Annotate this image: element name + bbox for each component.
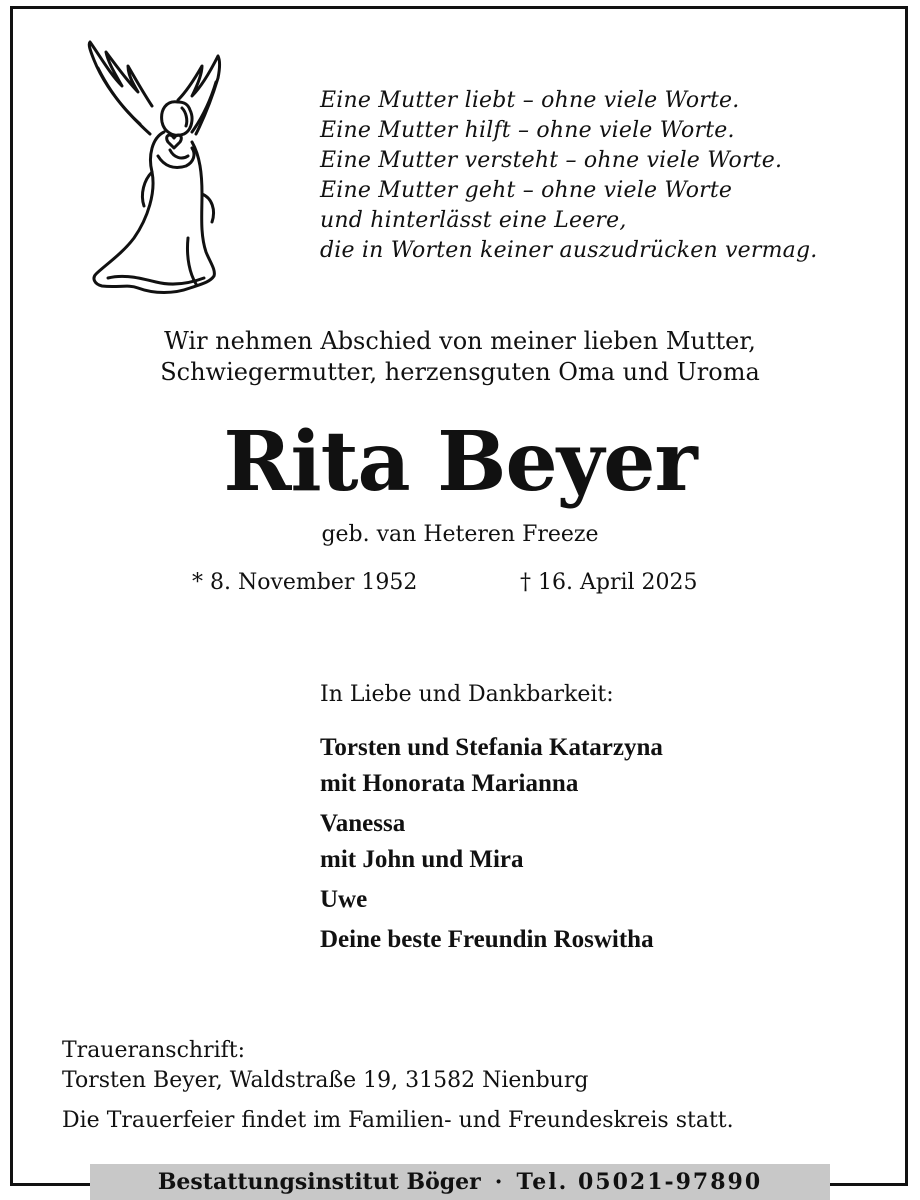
- mourners-list: [320, 730, 663, 962]
- address-line: Torsten Beyer, Waldstraße 19, 31582 Nienburg: [62, 1068, 589, 1093]
- funeral-home-name: Bestattungsinstitut Böger: [157, 1169, 481, 1195]
- poem-line: Eine Mutter hilft – ohne viele Worte.: [320, 118, 735, 143]
- poem-line: und hinterlässt eine Leere,: [320, 208, 627, 233]
- poem-line: die in Worten keiner auszudrücken vermag.: [320, 238, 818, 263]
- funeral-home-footer: [90, 1164, 830, 1200]
- mourner-line: Uwe: [320, 886, 368, 913]
- mourner-group: [320, 922, 663, 958]
- intro-line-1: Wir nehmen Abschied von meiner lieben Mutter,: [164, 327, 756, 355]
- deceased-name: Rita Beyer: [223, 414, 697, 510]
- thanks-line: In Liebe und Dankbarkeit:: [320, 682, 614, 707]
- farewell-intro: [0, 326, 920, 388]
- birth-date: * 8. November 1952: [192, 570, 418, 595]
- mourner-line: Deine beste Freundin Roswitha: [320, 926, 654, 953]
- mourner-line: Torsten und Stefania Katarzyna: [320, 734, 663, 761]
- poem-line: Eine Mutter geht – ohne viele Worte: [320, 178, 733, 203]
- mourner-line: Vanessa: [320, 810, 406, 837]
- memorial-poem: [320, 86, 817, 266]
- death-date: † 16. April 2025: [520, 570, 698, 595]
- mourner-group: [320, 882, 663, 918]
- mourning-address: [62, 1036, 588, 1096]
- poem-line: Eine Mutter liebt – ohne viele Worte.: [320, 88, 740, 113]
- angel-icon: [78, 38, 228, 300]
- mourner-group: [320, 730, 663, 802]
- maiden-name: geb. van Heteren Freeze: [321, 522, 599, 547]
- funeral-home-phone: Tel. 05021-97890: [516, 1169, 763, 1195]
- poem-line: Eine Mutter versteht – ohne viele Worte.: [320, 148, 783, 173]
- ceremony-note: Die Trauerfeier findet im Familien- und Freundeskreis statt.: [62, 1108, 734, 1133]
- intro-line-2: Schwiegermutter, herzensguten Oma und Uroma: [160, 358, 760, 386]
- mourner-line: mit John und Mira: [320, 846, 524, 873]
- mourner-group: [320, 806, 663, 878]
- footer-separator: ·: [494, 1169, 503, 1195]
- address-label: Traueranschrift:: [62, 1038, 246, 1063]
- mourner-line: mit Honorata Marianna: [320, 770, 579, 797]
